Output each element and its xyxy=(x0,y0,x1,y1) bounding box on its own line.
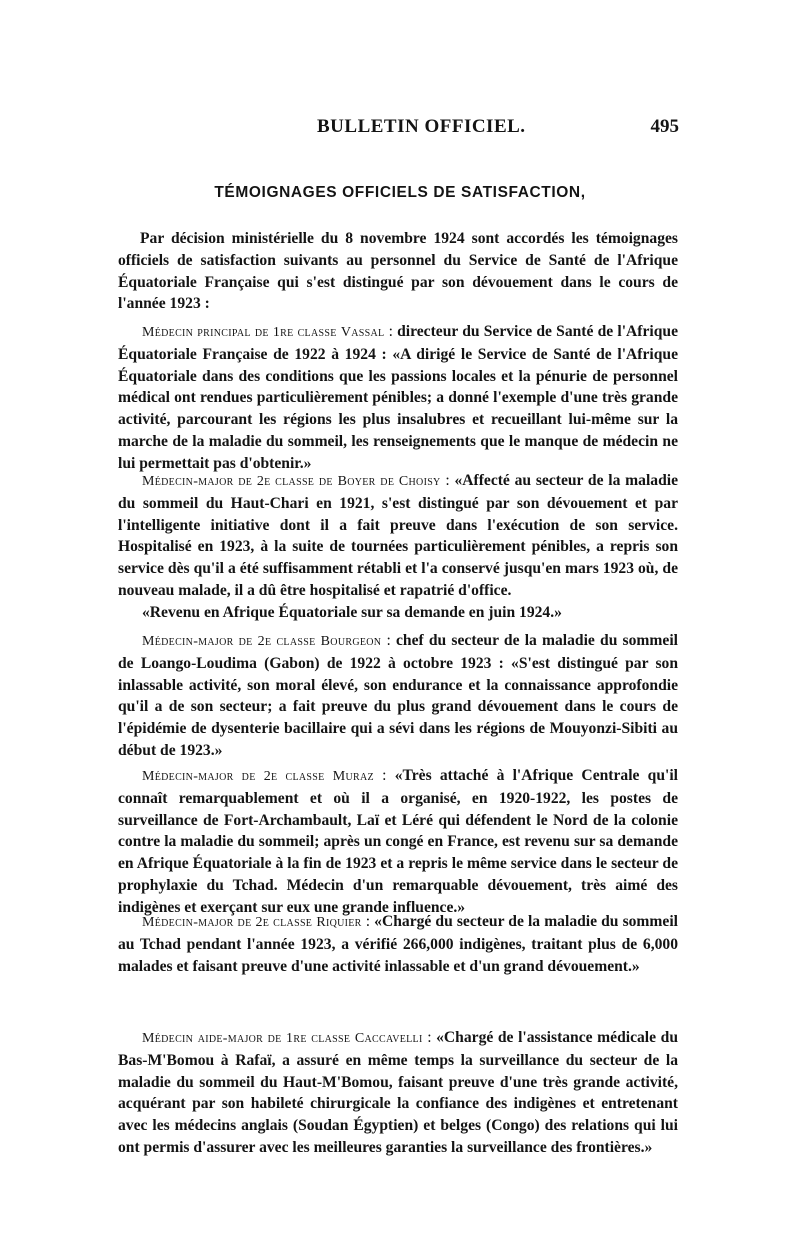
entry-name: Caccavelli xyxy=(354,1031,423,1046)
entry-separator: : xyxy=(382,767,395,784)
entry-text: «Très attaché à l'Afrique Centrale qu'il connaît remarquablement et où il a organisé, en 1920-1922, les postes de surveillance de Fort-Archambault, Laï et Léré qui défendent le Nord de la colonie contre la maladie du sommeil; après un congé en France, est revenu sur sa demande en Afrique Équatoriale à la fin de 1923 et a repris le même service dans le secteur de prophylaxie du Tchad. Médecin d'un remarquable dévouement, très aimé des indigènes et exerçant sur eux une grande influence.» xyxy=(118,767,678,916)
section-title: TÉMOIGNAGES OFFICIELS DE SATISFACTION, xyxy=(214,184,586,201)
entry-separator: : xyxy=(365,913,375,930)
entry-text: «Affecté au secteur de la maladie du sommeil du Haut-Chari en 1921, s'est distingué par son dévouement et par l'intelligente initiative dont il a fait preuve dans l'exécution de son service. Hospitalisé en 1923, à la suite de tournées particulièrement pénibles, a repris son service dès qu'il a été suffisamment rétabli et l'a conservé jusqu'en mars 1923 où, de nouveau malade, il a dû être hospitalisé et rapatrié d'office. xyxy=(118,472,679,599)
entry-bourgeon xyxy=(118,630,678,762)
entry-separator: : xyxy=(445,472,455,489)
entry-riquier xyxy=(118,911,678,977)
entry-vassal xyxy=(118,321,678,475)
intro-paragraph: Par décision ministérielle du 8 novembre 1924 sont accordés les témoignages officiels de satisfaction suivants au personnel du Service de Santé de l'Afrique Équatoriale Française qui s'est distingué par son dévouement dans le cours de l'année 1923 : xyxy=(118,230,678,313)
entry-rank: Médecin-major de 2e classe xyxy=(142,634,316,649)
entry-text: chef du secteur de la maladie du sommeil de Loango-Loudima (Gabon) de 1922 à octobre 1923 : «S'est distingué par son inlassable activité, son moral élevé, son endurance et la connaissance approfondie qu'il a de son secteur; a fait preuve du plus grand dévouement dans le cours de l'épidémie de dysenterie bacillaire qui a sévi dans les régions de Mouyonzi-Sibiti au début de 1923.» xyxy=(118,632,678,759)
entry-rank: Médecin principal de 1re classe xyxy=(142,325,337,340)
entry-separator: : xyxy=(388,323,398,340)
entry-name: Vassal xyxy=(340,325,385,340)
entry-text: directeur du Service de Santé de l'Afrique Équatoriale Française de 1922 à 1924 : «A dirigé le Service de Santé de l'Afrique Équatoriale dans des conditions que les passions locales et la pénurie de personnel médical ont rendues particulièrement pénibles; a donné l'exemple d'une très grande activité, parcourant les régions les plus insalubres et recueillant lui-même sur la marche de la maladie du sommeil, les renseignements que le manque de médecin ne lui permettait pas d'obtenir.» xyxy=(118,323,679,472)
page-number: 495 xyxy=(650,116,679,137)
entry-name: Boyer de Choisy xyxy=(337,474,441,489)
page-header xyxy=(0,116,800,144)
entry-separator: : xyxy=(386,632,396,649)
entry-separator: : xyxy=(427,1029,437,1046)
entry-boyer-de-choisy xyxy=(118,470,678,624)
entry-rank: Médecin aide-major de 1re classe xyxy=(142,1031,351,1046)
entry-name: Bourgeon xyxy=(320,634,382,649)
entry-caccavelli xyxy=(118,1027,678,1159)
entry-name: Muraz xyxy=(332,769,374,784)
entry-rank: Médecin-major de 2e classe xyxy=(142,915,313,930)
entry-rank: Médecin-major de 2e classe xyxy=(142,769,325,784)
entry-text: «Chargé du secteur de la maladie du sommeil au Tchad pendant l'année 1923, a vérifié 266,000 indigènes, traitant plus de 6,000 malades et faisant preuve d'une activité inlassable et d'un grand dévouement.» xyxy=(118,913,678,975)
entry-muraz xyxy=(118,765,678,919)
entry-text: «Chargé de l'assistance médicale du Bas-M'Bomou à Rafaï, a assuré en même temps la surveillance du secteur de la maladie du sommeil du Haut-M'Bomou, faisant preuve d'une très grande activité, acquérant par son habileté chirurgicale la confiance des indigènes et entretenant avec les médecins anglais (Soudan Égyptien) et belges (Congo) des relations qui lui ont permis d'assurer avec les meilleures garanties la surveillance des frontières.» xyxy=(118,1029,678,1156)
entry-text-continuation: «Revenu en Afrique Équatoriale sur sa demande en juin 1924.» xyxy=(142,603,562,621)
entry-name: Riquier xyxy=(316,915,362,930)
entry-rank: Médecin-major de 2e classe de xyxy=(142,474,333,489)
running-title: BULLETIN OFFICIEL. xyxy=(317,116,526,137)
